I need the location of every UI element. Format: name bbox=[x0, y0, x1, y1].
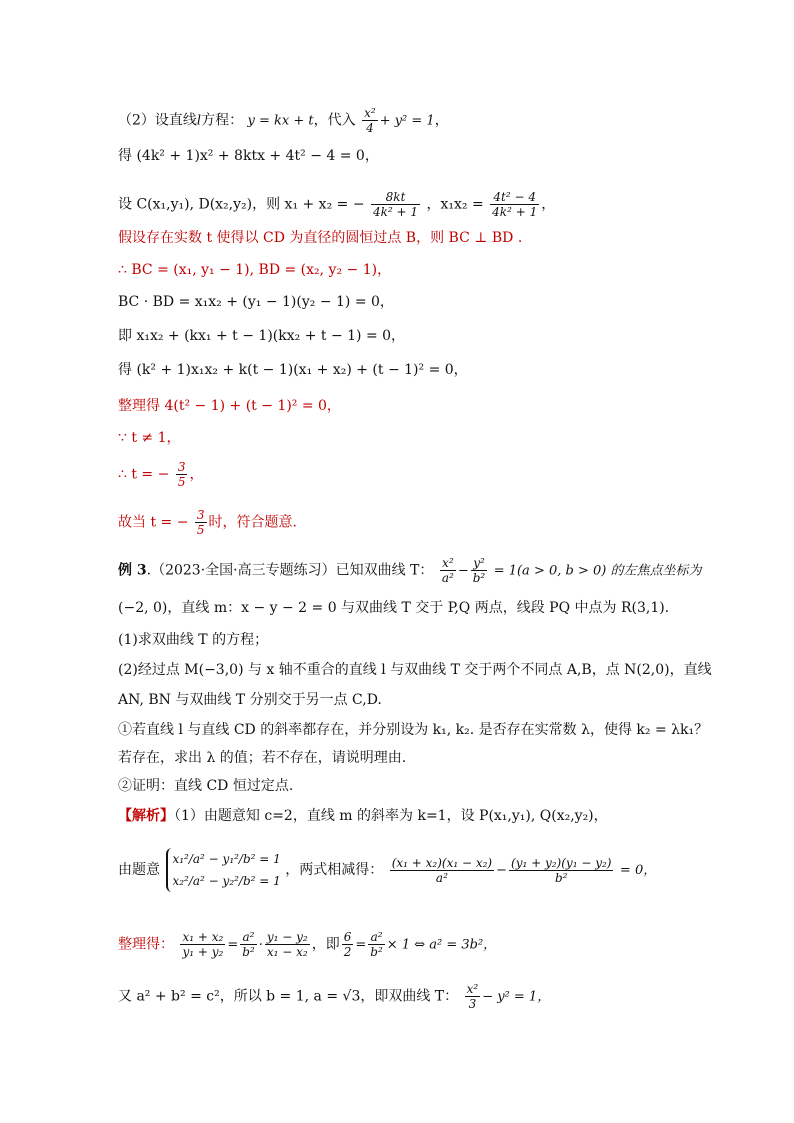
fraction: $\frac{8kt}{\text{4k² + 1}}$ bbox=[373, 190, 419, 219]
fraction: $\frac{\text{y₁ − y₂}}{\text{x₁ − x₂}}$ bbox=[266, 930, 308, 959]
solution-line-4 bbox=[118, 982, 676, 1011]
fraction: $\frac{\text{x²}}{3}$ bbox=[466, 982, 479, 1011]
part2-line-10: ∵ t ≠ 1， bbox=[118, 430, 181, 446]
math: − bbox=[496, 863, 508, 878]
equation-row: x₂²/a² − y₂²/b² = 1 bbox=[172, 874, 281, 888]
text: ， bbox=[189, 466, 204, 483]
text: ， bbox=[541, 196, 556, 213]
fraction: $\frac{\text{x²}}{4}$ bbox=[364, 106, 376, 135]
example3-question-2a: (2)经过点 M(−3,0) 与 x 轴不重合的直线 l 与双曲线 T 交于两个不同点 A,B，点 N(2,0)，直线 bbox=[118, 662, 712, 678]
part2-line-3 bbox=[118, 190, 676, 219]
solution-line-1 bbox=[118, 806, 676, 826]
fraction: $\frac{\text{a²}}{\text{b²}}$ bbox=[242, 930, 255, 959]
math: − bbox=[457, 563, 469, 579]
fraction: $\frac{\text{x₁ + x₂}}{\text{y₁ + y₂}}$ bbox=[182, 930, 224, 959]
fraction: $\frac{\text{x²}}{\text{a²}}$ bbox=[441, 556, 454, 585]
text: .（2023·全国·高三专题练习）已知双曲线 T： bbox=[146, 562, 434, 579]
text: ，x₁x₂ = bbox=[426, 196, 484, 213]
example-label: 例 3 bbox=[118, 562, 147, 579]
fraction: $\frac{\text{4t² − 4}}{\text{4k² + 1}}$ bbox=[492, 190, 538, 219]
math: = bbox=[227, 937, 239, 953]
solution-line-2 bbox=[118, 848, 676, 892]
part2-line-4: 假设存在实数 t 使得以 CD 为直径的圆恒过点 B，则 BC ⊥ BD . bbox=[118, 230, 523, 246]
part2-line-6: BC · BD = x₁x₂ + (y₁ − 1)(y₂ − 1) = 0， bbox=[118, 294, 394, 310]
part2-line-9: 整理得 4(t² − 1) + (t − 1)² = 0， bbox=[118, 398, 341, 414]
example3-question-2e: ②证明：直线 CD 恒过定点. bbox=[118, 778, 294, 794]
part2-line-5: ∴ BC = (x₁, y₁ − 1), BD = (x₂, y₂ − 1)， bbox=[118, 262, 392, 278]
text: 时，符合题意. bbox=[208, 514, 297, 531]
math: = 0， bbox=[619, 863, 657, 878]
math: = bbox=[355, 937, 367, 953]
text: 设 C(x₁,y₁), D(x₂,y₂)，则 x₁ + x₂ = − bbox=[118, 196, 365, 213]
part2-line-8: 得 (k² + 1)x₁x₂ + k(t − 1)(x₁ + x₂) + (t − 1)² = 0， bbox=[118, 362, 468, 378]
text: （1）由题意知 c=2，直线 m 的斜率为 k=1，设 P(x₁,y₁), Q(x₂,y₂)， bbox=[174, 808, 608, 824]
part2-line-12 bbox=[118, 508, 676, 537]
part2-line-7: 即 x₁x₂ + (kx₁ + t − 1)(kx₂ + t − 1) = 0， bbox=[118, 328, 406, 344]
example3-line-2: (−2, 0)，直线 m：x − y − 2 = 0 与双曲线 T 交于 P,Q 两点，线段 PQ 中点为 R(3,1). bbox=[118, 600, 670, 616]
math: y = kx + t bbox=[247, 113, 314, 129]
fraction: $\frac{\text{a²}}{\text{b²}}$ bbox=[370, 930, 383, 959]
equation-system bbox=[166, 848, 280, 892]
math: − y² = 1， bbox=[482, 989, 551, 1005]
text: ∴ t = − bbox=[118, 466, 170, 483]
fraction: $\frac{\text{(y₁ + y₂)(y₁ − y₂)}}{\text{b²}}$ bbox=[511, 855, 612, 885]
text: 整理得： bbox=[118, 936, 174, 953]
text: （2）设直线 bbox=[118, 112, 197, 129]
math: × 1 ⇔ a² = 3b²， bbox=[386, 937, 497, 953]
fraction: $\frac{\text{y²}}{\text{b²}}$ bbox=[472, 556, 486, 585]
example3-question-2c: ①若直线 l 与直线 CD 的斜率都存在，并分别设为 k₁, k₂. 是否存在实常数 λ，使得 k₂ = λk₁？ bbox=[118, 722, 709, 738]
solution-tag: 【解析】 bbox=[118, 808, 174, 824]
text: ，即 bbox=[311, 936, 340, 953]
example3-question-2d: 若存在，求出 λ 的值；若不存在，请说明理由. bbox=[118, 750, 407, 766]
text: 故当 t = − bbox=[118, 514, 189, 531]
example3-heading bbox=[118, 556, 702, 585]
example3-question-2b: AN, BN 与双曲线 T 分别交于另一点 C,D. bbox=[118, 692, 382, 708]
fraction: $\frac{3}{5}$ bbox=[177, 460, 186, 489]
part2-line-2: 得 (4k² + 1)x² + 8ktx + 4t² − 4 = 0， bbox=[118, 148, 379, 164]
part2-line-1 bbox=[118, 106, 676, 135]
text: 由题意 bbox=[118, 862, 160, 878]
fraction: $\frac{3}{5}$ bbox=[196, 508, 205, 537]
example3-question-1: (1)求双曲线 T 的方程； bbox=[118, 632, 269, 648]
text: ， bbox=[434, 112, 449, 129]
fraction: $\frac{6}{2}$ bbox=[343, 930, 352, 959]
text: 又 a² + b² = c²，所以 b = 1, a = √3，即双曲线 T： bbox=[118, 988, 459, 1005]
text: ，两式相减得： bbox=[285, 862, 384, 878]
fraction: $\frac{\text{(x₁ + x₂)(x₁ − x₂)}}{\text{a²}}$ bbox=[391, 855, 493, 885]
math: = 1(a > 0, b > 0) 的左焦点坐标为 bbox=[493, 563, 702, 579]
text: ，代入 bbox=[313, 112, 356, 129]
math: l bbox=[196, 113, 202, 129]
math: + y² = 1 bbox=[379, 113, 435, 129]
equation-row: x₁²/a² − y₁²/b² = 1 bbox=[172, 852, 281, 866]
solution-line-3 bbox=[118, 930, 676, 959]
math: · bbox=[258, 937, 263, 953]
part2-line-11 bbox=[118, 460, 676, 489]
text: 方程： bbox=[201, 112, 244, 129]
